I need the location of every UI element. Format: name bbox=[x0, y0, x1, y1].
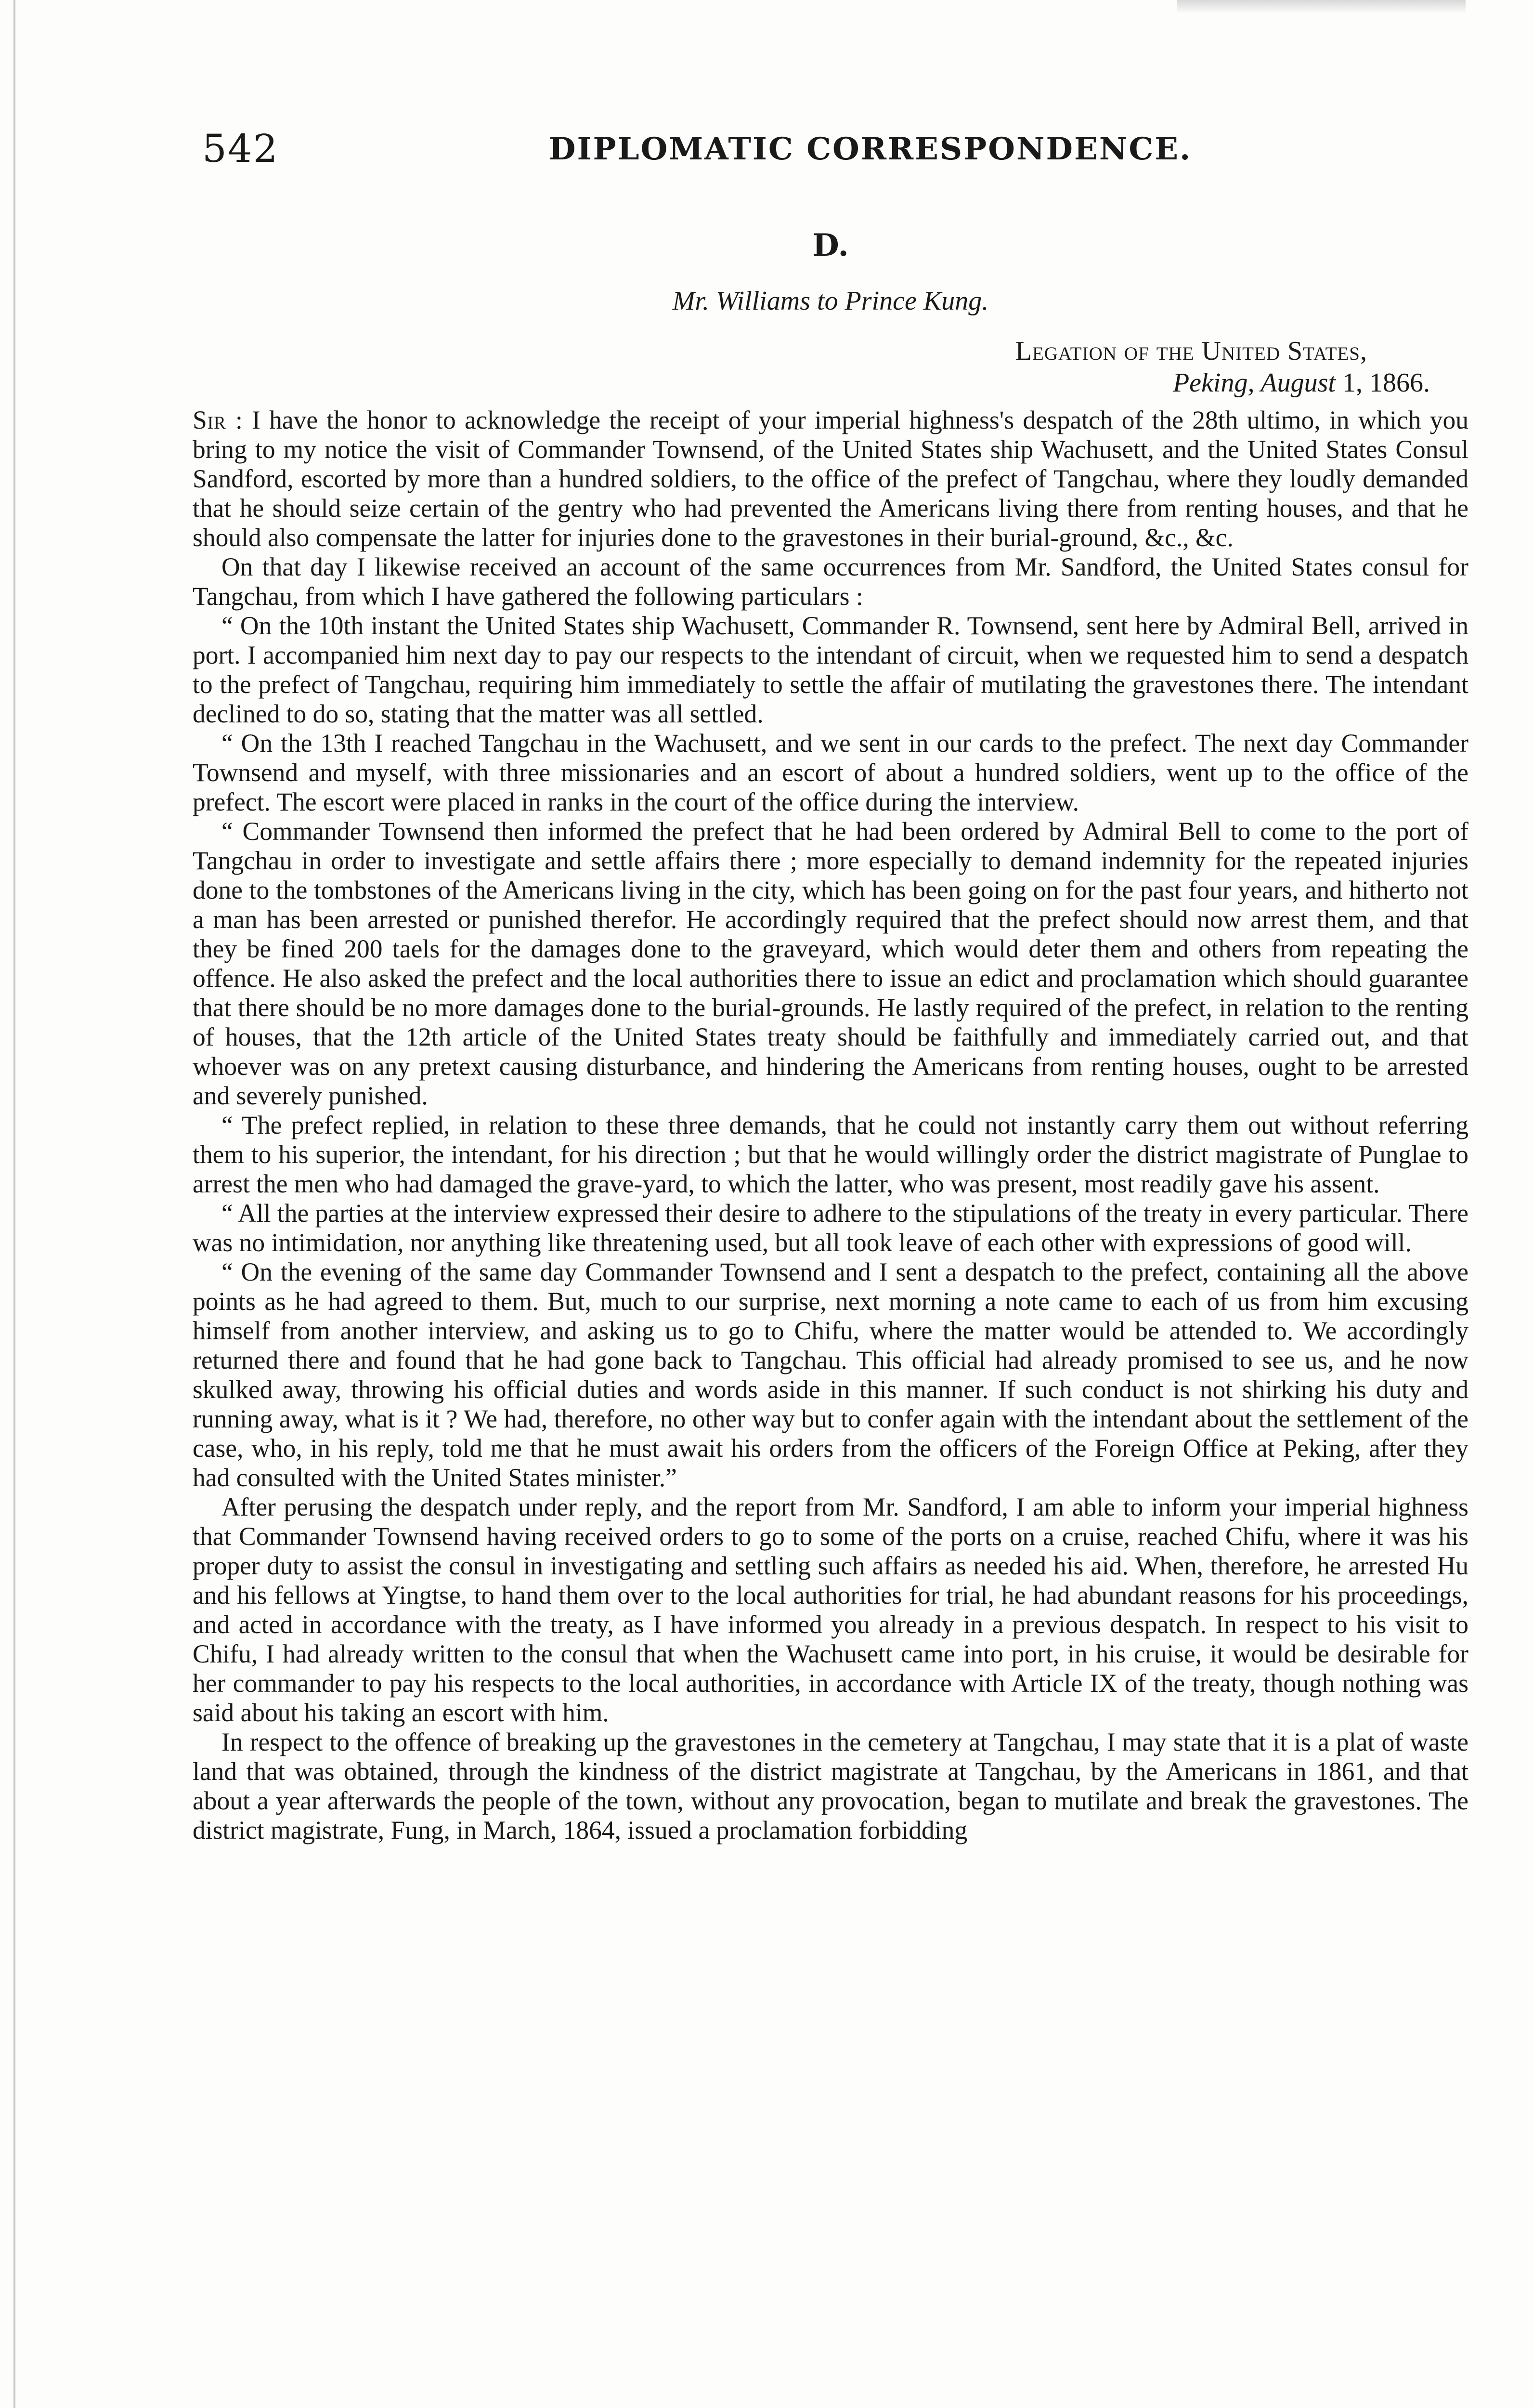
paragraph: “ On the evening of the same day Commander Townsend and I sent a despatch to the prefect, containing all the above points as he had agreed to them. But, much to our surprise, next morning a note came to each of us from him excusing himself from another interview, and asking us to go to Chifu, where the matter would be attended to. We accordingly returned there and found that he had gone back to Tangchau. This official had already promised to see us, and he now skulked away, throwing his official duties and words aside in this manner. If such conduct is not shirking his duty and running away, what is it ? We had, therefore, no other way but to confer again with the intendant about the settlement of the case, who, in his reply, told me that he must await his orders from the officers of the Foreign Office at Peking, after they had consulted with the United States minister.” bbox=[193, 1257, 1468, 1492]
address-date-rest: 1, 1866. bbox=[1336, 368, 1430, 398]
section-letter: D. bbox=[812, 227, 849, 263]
running-title: DIPLOMATIC CORRESPONDENCE. bbox=[549, 131, 1192, 167]
paragraph: “ The prefect replied, in relation to these three demands, that he could not instantly carry them out without referring them to his superior, the intendant, for his direction ; but that he would willingly order the district magistrate of Punglae to arrest the men who had damaged the grave-yard, to which the latter, who was present, most readily gave his assent. bbox=[193, 1111, 1468, 1198]
page-number: 542 bbox=[202, 126, 279, 171]
salutation: Sir : bbox=[193, 406, 243, 434]
paragraph: After perusing the despatch under reply, and the report from Mr. Sandford, I am able to inform your imperial highness that Commander Townsend having received orders to go to some of the ports on a cruise, reached Chifu, where it was his proper duty to assist the consul in investigating and settling such affairs as needed his aid. When, therefore, he arrested Hu and his fellows at Yingtse, to hand them over to the local authorities for trial, he had abundant reasons for his proceedings, and acted in accordance with the treaty, as I have informed you already in a previous despatch. In respect to his visit to Chifu, I had already written to the consul that when the Wachusett came into port, in his cruise, it would be desirable for her commander to pay his respects to the local authorities, in accordance with Article IX of the treaty, though nothing was said about his taking an escort with him. bbox=[193, 1492, 1468, 1727]
address-block bbox=[193, 335, 1468, 399]
body-text bbox=[193, 226, 1468, 1845]
address-place: Legation of the United States, bbox=[1015, 336, 1367, 366]
page-header bbox=[202, 126, 1454, 179]
binding-edge bbox=[13, 0, 15, 2408]
paragraph bbox=[193, 406, 1468, 552]
paragraph: “ All the parties at the interview expressed their desire to adhere to the stipulations of the treaty in every particular. There was no intimidation, nor anything like threatening used, but all took leave of each other with expressions of good will. bbox=[193, 1199, 1468, 1257]
document-title: Mr. Williams to Prince Kung. bbox=[672, 286, 989, 316]
address-date bbox=[193, 367, 1430, 399]
address-city: Peking, August bbox=[1172, 368, 1336, 398]
page-edge-shadow bbox=[1177, 0, 1466, 13]
paragraph: On that day I likewise received an account of the same occurrences from Mr. Sandford, the United States consul for Tangchau, from which I have gathered the following particulars : bbox=[193, 552, 1468, 611]
paragraph-text: I have the honor to acknowledge the receipt of your imperial highness's despatch of the 28th ultimo, in which you bring to my notice the visit of Commander Townsend, of the United States ship Wachusett, and the United States Consul Sandford, escorted by more than a hundred soldiers, to the office of the prefect of Tangchau, where they loudly demanded that he should seize certain of the gentry who had prevented the Americans living there from renting houses, and that he should also compensate the latter for injuries done to the gravestones in their burial-ground, &c., &c. bbox=[193, 406, 1469, 552]
paragraph: In respect to the offence of breaking up the gravestones in the cemetery at Tangchau, I may state that it is a plat of waste land that was obtained, through the kindness of the district magistrate at Tangchau, by the Americans in 1861, and that about a year afterwards the people of the town, without any provocation, began to mutilate and break the gravestones. The district magistrate, Fung, in March, 1864, issued a proclamation forbidding bbox=[193, 1727, 1468, 1845]
paragraph: “ On the 13th I reached Tangchau in the Wachusett, and we sent in our cards to the prefect. The next day Commander Townsend and myself, with three missionaries and an escort of about a hundred soldiers, went up to the office of the prefect. The escort were placed in ranks in the court of the office during the interview. bbox=[193, 729, 1468, 816]
paragraph: “ Commander Townsend then informed the prefect that he had been ordered by Admiral Bell to come to the port of Tangchau in order to investigate and settle affairs there ; more especially to demand indemnity for the repeated injuries done to the tombstones of the Americans living in the city, which has been going on for the past four years, and hitherto not a man has been arrested or punished therefor. He accordingly required that the prefect should now arrest them, and that they be fined 200 taels for the damages done to the graveyard, which would deter them and others from repeating the offence. He also asked the prefect and the local authorities there to issue an edict and proclamation which should guarantee that there should be no more damages done to the burial-grounds. He lastly required of the prefect, in relation to the renting of houses, that the 12th article of the United States treaty should be faithfully and immediately carried out, and that whoever was on any pretext causing disturbance, and hindering the Americans from renting houses, ought to be arrested and severely punished. bbox=[193, 817, 1468, 1110]
paragraph: “ On the 10th instant the United States ship Wachusett, Commander R. Townsend, sent here by Admiral Bell, arrived in port. I accompanied him next day to pay our respects to the intendant of circuit, when we requested him to send a despatch to the prefect of Tangchau, requiring him immediately to settle the affair of mutilating the gravestones there. The intendant declined to do so, stating that the matter was all settled. bbox=[193, 611, 1468, 728]
